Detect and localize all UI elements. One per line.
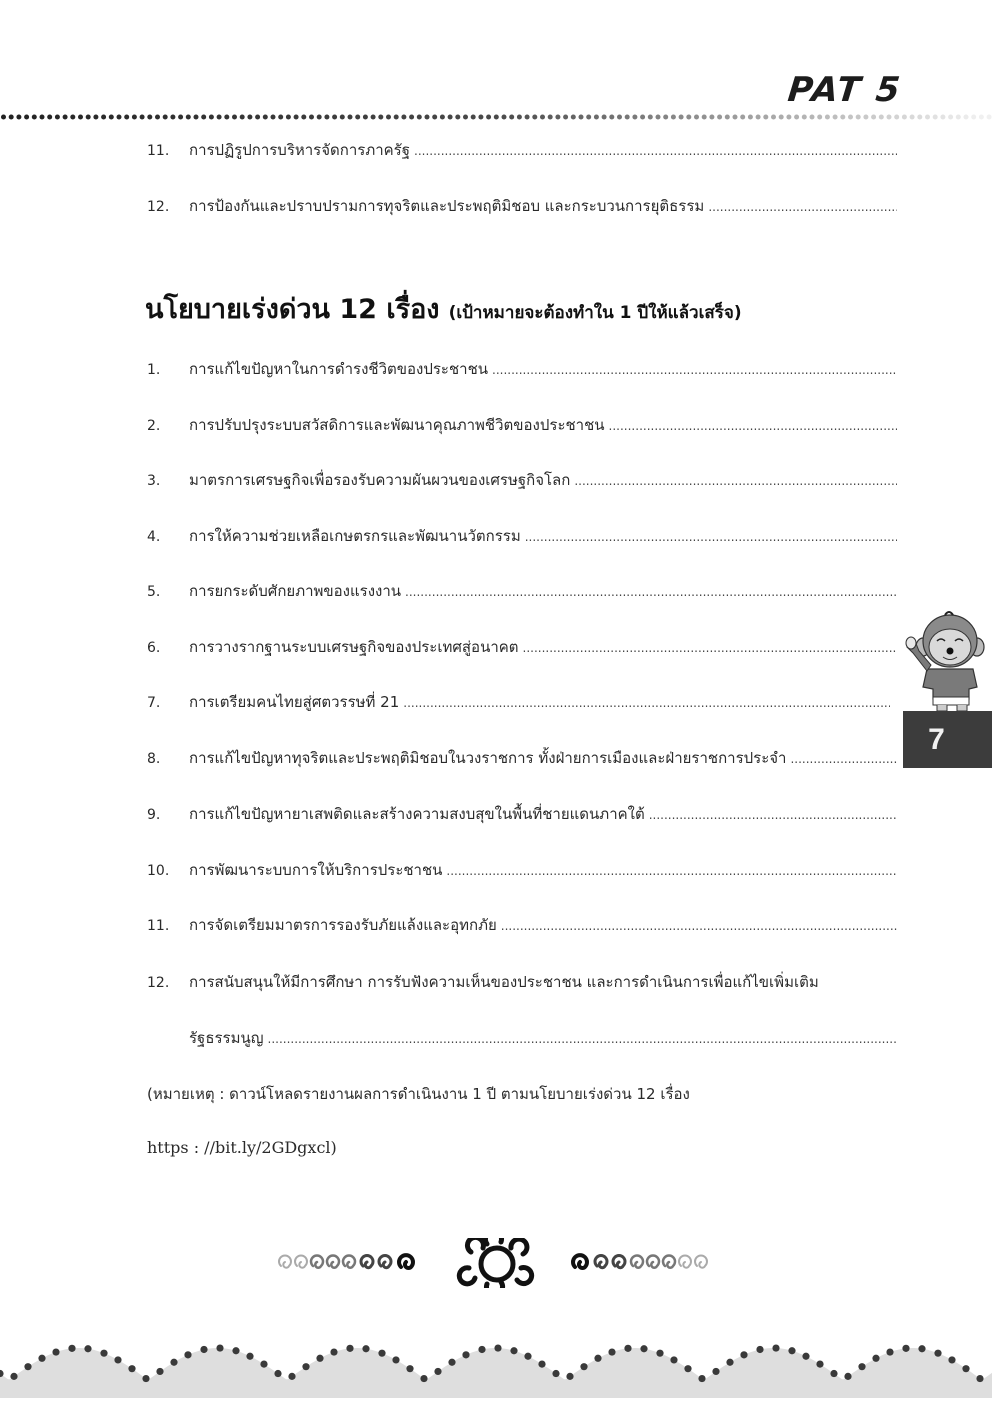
dot-leader — [403, 696, 890, 710]
note-link[interactable]: https : //bit.ly/2GDgxcl) — [147, 1138, 337, 1157]
item-number: 6. — [147, 640, 161, 656]
section-heading — [145, 287, 742, 330]
list-item — [147, 970, 897, 998]
dot-leader — [268, 1032, 897, 1046]
item-number: 12. — [147, 975, 170, 991]
section-subtitle: (เป้าหมายจะต้องทำใน 1 ปีให้แล้วเสร็จ) — [448, 303, 742, 323]
list-item — [147, 413, 897, 441]
list-item — [147, 746, 897, 774]
item-number: 4. — [147, 529, 161, 545]
list-item — [147, 194, 897, 222]
header-dotted-divider — [0, 113, 992, 121]
item-number: 8. — [147, 751, 161, 767]
dot-leader — [708, 200, 897, 214]
dot-leader — [525, 530, 897, 544]
list-item-continuation — [189, 1026, 897, 1050]
list-item — [147, 357, 897, 385]
list-item — [147, 913, 897, 941]
dot-leader — [446, 864, 897, 878]
footer-scallop-border — [0, 1340, 992, 1403]
page-number-tab — [903, 711, 992, 768]
item-number: 5. — [147, 584, 161, 600]
section-title: นโยบายเร่งด่วน 12 เรื่อง — [145, 294, 440, 325]
item-text: การให้ความช่วยเหลือเกษตรกรและพัฒนานวัตกรรม — [189, 527, 521, 545]
list-item — [147, 858, 897, 886]
item-text: การป้องกันและปราบปรามการทุจริตและประพฤติมิชอบ และกระบวนการยุติธรรม — [189, 197, 705, 215]
item-number: 9. — [147, 807, 161, 823]
dot-leader — [790, 752, 897, 766]
dot-leader — [523, 641, 897, 655]
list-item — [147, 579, 897, 607]
item-text-continuation: รัฐธรรมนูญ — [189, 1029, 264, 1047]
dot-leader — [574, 474, 897, 488]
item-text: การเตรียมคนไทยสู่ศตวรรษที่ 21 — [189, 693, 400, 711]
item-number: 11. — [147, 918, 170, 934]
item-number: 11. — [147, 143, 170, 159]
item-text: มาตรการเศรษฐกิจเพื่อรองรับความผันผวนของเศรษฐกิจโลก — [189, 471, 571, 489]
list-item — [147, 690, 890, 718]
monkey-mascot-icon — [897, 607, 992, 713]
dot-leader — [609, 419, 897, 433]
item-number: 1. — [147, 362, 161, 378]
item-number: 12. — [147, 199, 170, 215]
list-item — [147, 524, 897, 552]
list-item — [147, 468, 897, 496]
item-text: การสนับสนุนให้มีการศึกษา การรับฟังความเห็นของประชาชน และการดำเนินการเพื่อแก้ไขเพิ่มเติม — [189, 973, 819, 991]
item-number: 3. — [147, 473, 161, 489]
item-number: 2. — [147, 418, 161, 434]
item-number: 10. — [147, 863, 170, 879]
list-item — [147, 635, 897, 663]
item-text: การปฏิรูปการบริหารจัดการภาครัฐ — [189, 141, 411, 159]
note-text: (หมายเหตุ : ดาวน์โหลดรายงานผลการดำเนินงาน 1 ปี ตามนโยบายเร่งด่วน 12 เรื่อง — [147, 1085, 690, 1103]
header-title: PAT 5 — [785, 70, 904, 110]
list-item — [147, 802, 897, 830]
dot-leader — [414, 144, 897, 158]
item-text: การพัฒนาระบบการให้บริการประชาชน — [189, 861, 443, 879]
item-text: การยกระดับศักยภาพของแรงงาน — [189, 582, 402, 600]
list-item — [147, 138, 897, 166]
dot-leader — [501, 919, 897, 933]
item-text: การแก้ไขปัญหาทุจริตและประพฤติมิชอบในวงราชการ ทั้งฝ่ายการเมืองและฝ่ายราชการประจำ — [189, 749, 787, 767]
item-number: 7. — [147, 695, 161, 711]
item-text: การปรับปรุงระบบสวัสดิการและพัฒนาคุณภาพชีวิตของประชาชน — [189, 416, 605, 434]
dot-leader — [649, 808, 897, 822]
dot-leader — [405, 585, 897, 599]
item-text: การวางรากฐานระบบเศรษฐกิจของประเทศสู่อนาคต — [189, 638, 519, 656]
page-number: 7 — [928, 722, 945, 756]
item-text: การแก้ไขปัญหายาเสพติดและสร้างความสงบสุขในพื้นที่ชายแดนภาคใต้ — [189, 805, 645, 823]
item-text: การแก้ไขปัญหาในการดำรงชีวิตของประชาชน — [189, 360, 489, 378]
item-text: การจัดเตรียมมาตรการรองรับภัยแล้งและอุทกภัย — [189, 916, 497, 934]
dot-leader — [492, 363, 897, 377]
scroll-ornament-icon — [275, 1238, 720, 1288]
